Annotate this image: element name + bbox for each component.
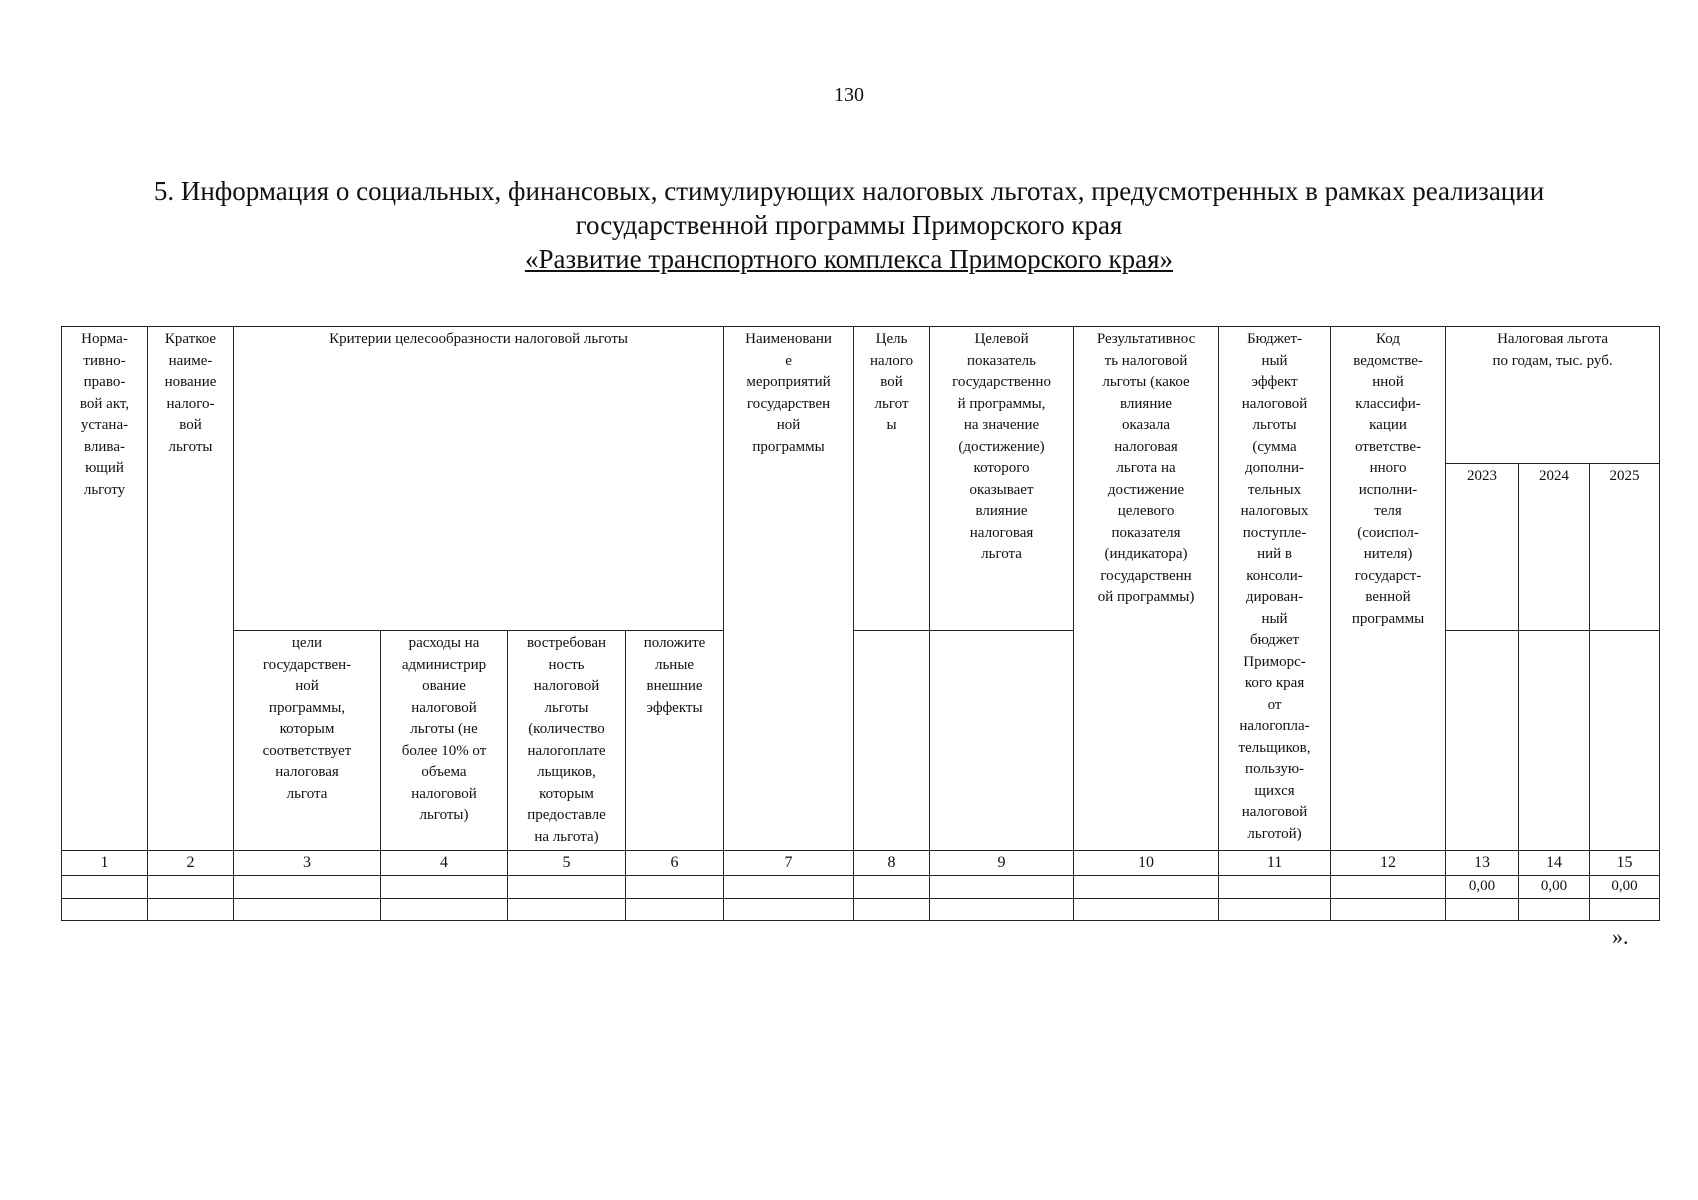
table-cell [626, 876, 724, 899]
table-cell [148, 898, 234, 920]
table-cell [854, 898, 930, 920]
table-cell [930, 898, 1074, 920]
header-normative-act: Норма- тивно- право- вой акт, устана- влива- ющий льготу [62, 327, 148, 851]
header-effectiveness: Результативнос ть налоговой льготы (какое влияние оказала налоговая льгота на достижение целевого показателя (индикатора) государственн ой программы) [1074, 327, 1219, 851]
header-target-indicator: Целевой показатель государственно й программы, на значение (достижение) которого оказывает влияние налоговая льгота [930, 327, 1074, 631]
header-department-code: Код ведомстве- нной классифи- кации ответстве- нного исполни- теля (соиспол- нителя) государст- венной программы [1331, 327, 1446, 851]
column-number: 1 [62, 851, 148, 876]
table-cell [62, 876, 148, 899]
table-cell [626, 898, 724, 920]
title-line-3: «Развитие транспортного комплекса Приморского края» [524, 244, 1174, 274]
header-program-measures: Наименовани е мероприятий государствен ной программы [724, 327, 854, 851]
header-goal-empty [854, 631, 930, 851]
column-number: 7 [724, 851, 854, 876]
column-number: 8 [854, 851, 930, 876]
closing-quote-mark: ». [1612, 924, 1629, 949]
header-criteria-demand: востребован ность налоговой льготы (количество налогоплате льщиков, которым предоставле на льгота) [508, 631, 626, 851]
table-cell [148, 876, 234, 899]
title-line-1: 5. Информация о социальных, финансовых, стимулирующих налоговых льготах, предусмотренных в рамках реализации [153, 176, 1545, 206]
header-criteria-program-goals: цели государствен- ной программы, которым соответствует налоговая льгота [234, 631, 381, 851]
column-number: 6 [626, 851, 724, 876]
header-benefit-goal: Цель налого вой льгот ы [854, 327, 930, 631]
column-number: 11 [1219, 851, 1331, 876]
column-number: 9 [930, 851, 1074, 876]
header-criteria-admin-costs: расходы на администрир ование налоговой льготы (не более 10% от объема налоговой льготы) [381, 631, 508, 851]
tax-benefits-table [61, 326, 1660, 921]
header-year-2024: 2024 [1519, 464, 1590, 631]
column-number: 3 [234, 851, 381, 876]
benefit-2024-value: 0,00 [1519, 876, 1590, 899]
header-budget-effect: Бюджет- ный эффект налоговой льготы (сумма дополни- тельных налоговых поступле- ний в консоли- дирован- ный бюджет Приморс- кого края от налогопла- тельщиков, пользую- щихся налоговой льготой) [1219, 327, 1331, 851]
table-cell [508, 898, 626, 920]
table-cell [234, 898, 381, 920]
table-cell [1590, 898, 1660, 920]
table-cell [930, 876, 1074, 899]
table-row [62, 898, 1660, 920]
table-cell [234, 876, 381, 899]
table-cell [381, 898, 508, 920]
header-year-2024-empty [1519, 631, 1590, 851]
table-cell [381, 876, 508, 899]
table-cell [724, 898, 854, 920]
table-cell [1331, 876, 1446, 899]
header-year-2025: 2025 [1590, 464, 1660, 631]
benefit-2023-value: 0,00 [1446, 876, 1519, 899]
table-cell [1331, 898, 1446, 920]
document-title [60, 174, 1638, 276]
page-number: 130 [834, 84, 864, 106]
header-year-2023: 2023 [1446, 464, 1519, 631]
benefit-2025-value: 0,00 [1590, 876, 1660, 899]
table-cell [1446, 898, 1519, 920]
table-cell [1219, 876, 1331, 899]
table-cell [854, 876, 930, 899]
column-number: 14 [1519, 851, 1590, 876]
column-number: 13 [1446, 851, 1519, 876]
header-year-2025-empty [1590, 631, 1660, 851]
column-number: 4 [381, 851, 508, 876]
header-criteria: Критерии целесообразности налоговой льготы [234, 327, 724, 631]
header-year-2023-empty [1446, 631, 1519, 851]
table-cell [724, 876, 854, 899]
table-cell [508, 876, 626, 899]
table-row [62, 876, 1660, 899]
header-indicator-empty [930, 631, 1074, 851]
table-cell [1519, 898, 1590, 920]
table-cell [62, 898, 148, 920]
column-number: 15 [1590, 851, 1660, 876]
column-number: 10 [1074, 851, 1219, 876]
column-number: 5 [508, 851, 626, 876]
table-cell [1074, 876, 1219, 899]
header-benefit-by-years: Налоговая льгота по годам, тыс. руб. [1446, 327, 1660, 464]
column-number: 12 [1331, 851, 1446, 876]
title-line-2: государственной программы Приморского края [575, 210, 1123, 240]
header-criteria-external-effects: положите льные внешние эффекты [626, 631, 724, 851]
table-cell [1219, 898, 1331, 920]
table-cell [1074, 898, 1219, 920]
header-benefit-name: Краткое наиме- нование налого- вой льготы [148, 327, 234, 851]
column-number: 2 [148, 851, 234, 876]
column-number-row [62, 851, 1660, 876]
